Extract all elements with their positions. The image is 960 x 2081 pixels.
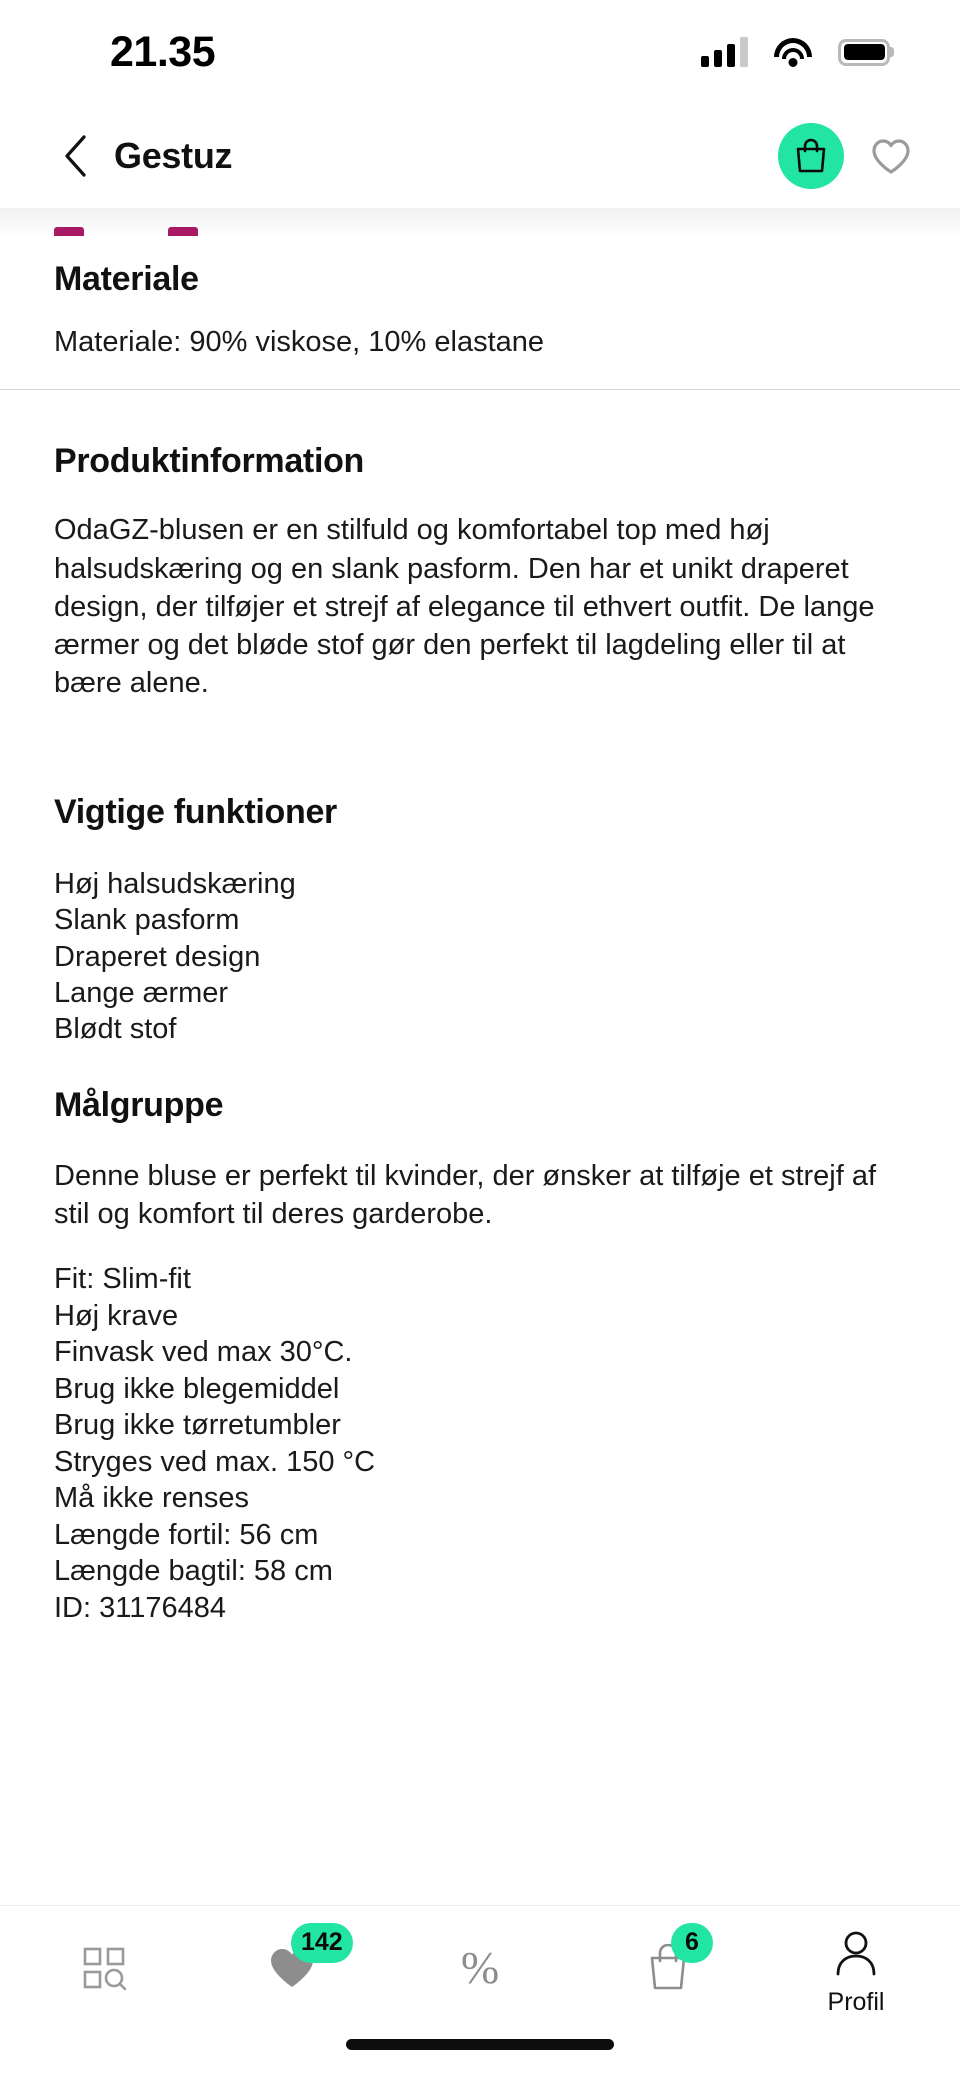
product-detail-content[interactable] bbox=[0, 208, 960, 1905]
battery-icon bbox=[838, 39, 890, 66]
tab-label: Profil bbox=[827, 1988, 885, 2016]
bottom-tab-bar bbox=[0, 1905, 960, 2035]
shopping-bag-icon bbox=[794, 138, 828, 174]
list-item: Længde fortil: 56 cm bbox=[54, 1518, 319, 1551]
heart-outline-icon bbox=[871, 138, 911, 175]
color-swatch-strip-clipped bbox=[0, 208, 960, 238]
color-swatch[interactable] bbox=[54, 227, 84, 236]
materiale-section bbox=[0, 238, 960, 361]
color-swatches[interactable] bbox=[0, 208, 960, 236]
list-item: Draperet design bbox=[54, 940, 261, 973]
maalgruppe-text: Denne bluse er perfekt til kvinder, der ønsker at tilføje et strejf af stil og komfort til deres garderobe. bbox=[54, 1159, 877, 1231]
color-swatch[interactable] bbox=[168, 227, 198, 236]
heart-filled-icon bbox=[261, 1928, 343, 1997]
cart-button[interactable] bbox=[778, 123, 844, 189]
back-button[interactable] bbox=[52, 133, 98, 179]
produktinformation-heading: Produktinformation bbox=[54, 442, 365, 481]
product-specs-list bbox=[54, 1261, 906, 1626]
list-item: Lange ærmer bbox=[54, 977, 229, 1009]
list-item: Længde bagtil: 58 cm bbox=[54, 1555, 333, 1588]
list-item: Høj halsudskæring bbox=[54, 867, 296, 900]
materiale-text: Materiale: 90% viskose, 10% elastane bbox=[54, 326, 545, 358]
status-time: 21.35 bbox=[110, 27, 216, 76]
tab-favorites[interactable] bbox=[198, 1906, 386, 2035]
home-indicator-area bbox=[0, 2035, 960, 2081]
vigtige-funktioner-section bbox=[0, 703, 960, 1048]
vigtige-funktioner-heading: Vigtige funktioner bbox=[54, 792, 337, 831]
person-icon bbox=[825, 1924, 887, 1982]
status-icons bbox=[701, 37, 890, 67]
tab-browse[interactable] bbox=[10, 1906, 198, 2035]
tab-profile[interactable] bbox=[762, 1906, 950, 2035]
home-indicator[interactable] bbox=[346, 2039, 614, 2050]
wifi-icon bbox=[774, 38, 812, 67]
grid-search-icon bbox=[73, 1939, 135, 1997]
signal-bars-icon bbox=[701, 37, 748, 67]
tab-offers[interactable] bbox=[386, 1906, 574, 2035]
status-bar bbox=[0, 0, 960, 104]
nav-actions bbox=[778, 123, 920, 189]
shopping-bag-icon bbox=[637, 1928, 699, 1997]
list-item: Må ikke renses bbox=[54, 1482, 250, 1515]
favorites-badge: 142 bbox=[291, 1923, 353, 1963]
list-item: Brug ikke tørretumbler bbox=[54, 1409, 341, 1442]
list-item: Brug ikke blegemiddel bbox=[54, 1372, 340, 1405]
tab-cart[interactable] bbox=[574, 1906, 762, 2035]
list-item: Slank pasform bbox=[54, 904, 240, 937]
list-item: Blødt stof bbox=[54, 1013, 177, 1046]
materiale-heading: Materiale bbox=[54, 260, 199, 298]
maalgruppe-heading: Målgruppe bbox=[54, 1085, 224, 1124]
chevron-left-icon bbox=[62, 134, 88, 178]
list-item: ID: 31176484 bbox=[54, 1591, 226, 1624]
list-item: Høj krave bbox=[54, 1299, 179, 1332]
page-title: Gestuz bbox=[114, 135, 233, 176]
produktinformation-text: OdaGZ-blusen er en stilfuld og komfortabel top med høj halsudskæring og en slank pasform. Den har et unikt draperet design, der tilføjer et strejf af elegance til ethvert outfit. De lange ærmer og det bløde stof gør den perfekt til lagdeling eller til at bære alene. bbox=[54, 514, 875, 700]
maalgruppe-section bbox=[0, 1048, 960, 1626]
cart-badge: 6 bbox=[671, 1923, 713, 1963]
favorite-button[interactable] bbox=[862, 127, 920, 185]
list-item: Stryges ved max. 150 °C bbox=[54, 1445, 376, 1478]
vigtige-funktioner-list bbox=[54, 866, 906, 1048]
list-item: Fit: Slim-fit bbox=[54, 1263, 191, 1296]
percent-icon: % bbox=[460, 1941, 500, 1993]
produktinformation-section bbox=[0, 390, 960, 702]
navigation-bar bbox=[0, 104, 960, 208]
list-item: Finvask ved max 30°C. bbox=[54, 1336, 353, 1369]
